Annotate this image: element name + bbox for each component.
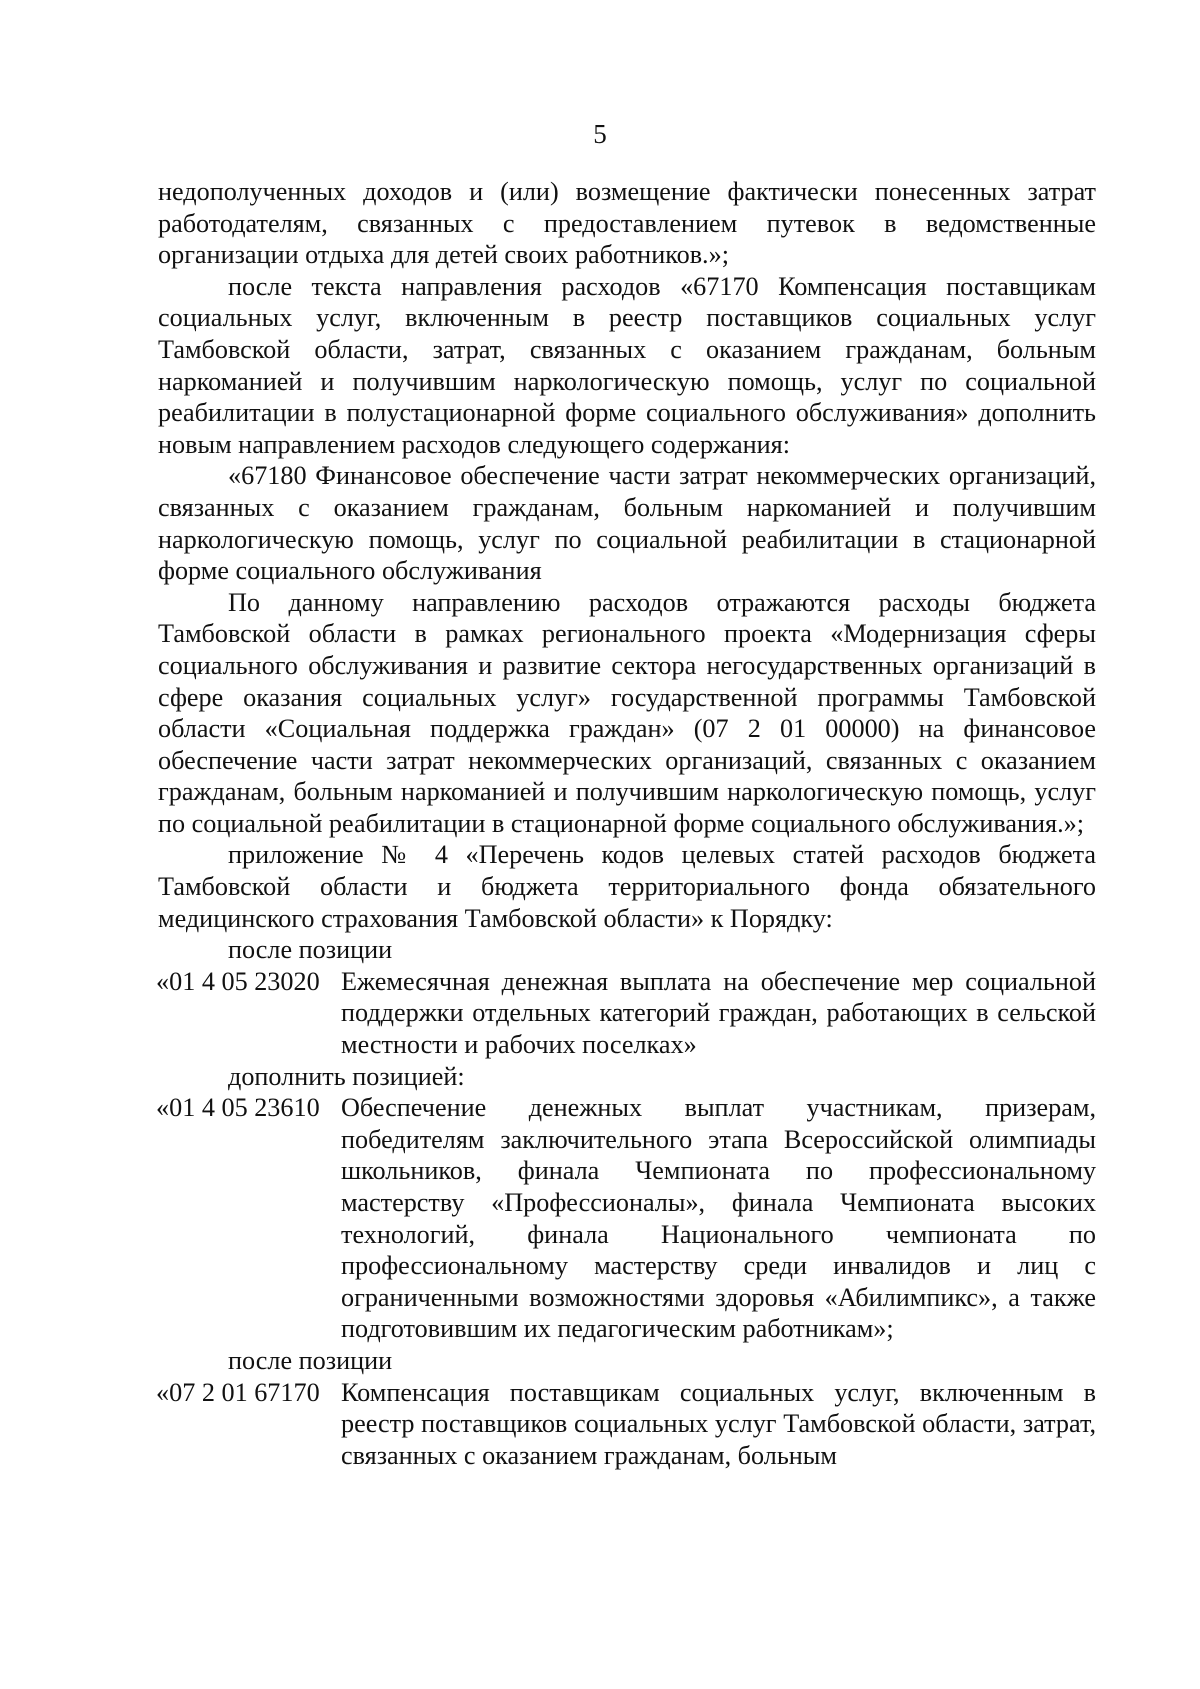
label-add-position: дополнить позицией: [228,1061,465,1091]
position-text: Обеспечение денежных выплат участникам, призерам, победителям заключительного этапа Всероссийской олимпиады школьников, финала Чемпионата по профессиональному мастерству «Профессионалы», финала Чемпионата высоких технологий, финала Национального чемпионата по профессиональному мастерству среди инвалидов и лиц с ограниченными возможностями здоровья «Абилимпикс», а также подготовившим их педагогическим работникам»; [341,1093,1096,1344]
paragraph-direction-description: По данному направлению расходов отражаются расходы бюджета Тамбовской области в рамках регионального проекта «Модернизация сферы социального обслуживания и развитие сектора негосударственных организаций в сфере оказания социальных услуг» государственной программы Тамбовской области «Социальная поддержка граждан» (07 2 01 00000) на финансовое обеспечение части затрат некоммерческих организаций, связанных с оказанием гражданам, больным наркоманией и получившим наркологическую помощь, услуг по социальной реабилитации в стационарной форме социального обслуживания.»; [158,587,1096,838]
document-body [158,176,1096,1471]
position-text: Компенсация поставщикам социальных услуг, включенным в реестр поставщиков социальных услуг Тамбовской области, затрат, связанных с оказанием гражданам, больным [341,1377,1096,1470]
position-text: Ежемесячная денежная выплата на обеспечение мер социальной поддержки отдельных категорий граждан, работающих в сельской местности и рабочих поселках» [341,966,1096,1060]
position-code: «01 4 05 23020 [156,966,320,996]
position-entry [156,1092,1096,1345]
label-after-position: после позиции [228,1345,393,1375]
position-entry [156,1377,1096,1472]
position-entry [156,966,1096,1061]
paragraph-new-direction: «67180 Финансовое обеспечение части затрат некоммерческих организаций, связанных с оказанием гражданам, больным наркоманией и получившим наркологическую помощь, услуг по социальной реабилитации в стационарной форме социального обслуживания [158,461,1096,586]
paragraph-appendix-4: приложение № 4 «Перечень кодов целевых статей расходов бюджета Тамбовской области и бюджета территориального фонда обязательного медицинского страхования Тамбовской области» к Порядку: [158,840,1096,933]
position-code: «01 4 05 23610 [156,1093,320,1123]
label-after-position: после позиции [228,935,393,965]
paragraph-continuation: недополученных доходов и (или) возмещение фактически понесенных затрат работодателям, связанных с предоставлением путевок в ведомственные организации отдыха для детей своих работников.»; [158,177,1096,270]
page-number: 5 [593,119,607,149]
position-code: «07 2 01 67170 [156,1377,320,1407]
paragraph-after-text: после текста направления расходов «67170 Компенсация поставщикам социальных услуг, включенным в реестр поставщиков социальных услуг Тамбовской области, затрат, связанных с оказанием гражданам, больным наркоманией и получившим наркологическую помощь, услуг по социальной реабилитации в полустационарной форме социального обслуживания» дополнить новым направлением расходов следующего содержания: [158,271,1096,459]
